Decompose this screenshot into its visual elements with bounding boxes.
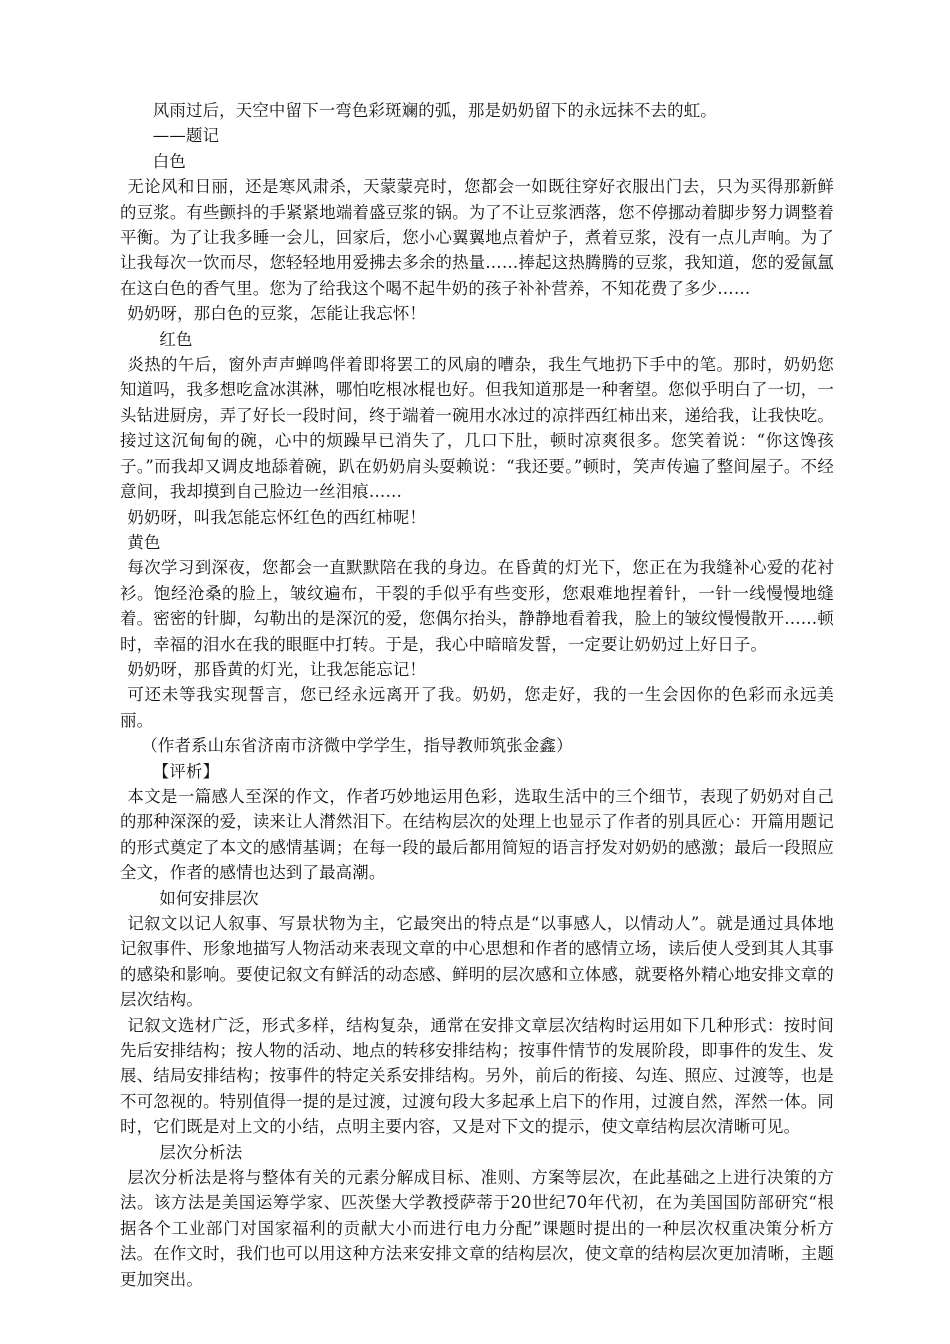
document-page — [120, 98, 834, 1292]
section-heading-comment: 【评析】 — [152, 761, 220, 781]
paragraph-red-body: 炎热的午后，窗外声声蝉鸣伴着即将罢工的风扇的嘈杂，我生气地扔下手中的笔。那时，奶奶您知道吗，我多想吃盒冰淇淋，哪怕吃根冰棍也好。但我知道那是一种奢望。您似乎明白了一切，一头钻进厨房，弄了好长一段时间，终于端着一碗用水冰过的凉拌西红柿出来，递给我，让我快吃。接过这沉甸甸的碗，心中的烦躁早已消失了，几口下肚，顿时凉爽很多。您笑着说：“你这馋孩子。”而我却又调皮地舔着碗，趴在奶奶肩头耍赖说：“我还要。”顿时，笑声传遍了整间屋子。不经意间，我却摸到自己脸边一丝泪痕…… — [120, 355, 834, 502]
paragraph-yellow-body: 每次学习到深夜，您都会一直默默陪在我的身边。在昏黄的灯光下，您正在为我缝补心爱的花衬衫。饱经沧桑的脸上，皱纹遍布，干裂的手似乎有些变形，您艰难地捏着针，一针一线慢慢地缝着。密密的针脚，勾勒出的是深沉的爱，您偶尔抬头，静静地看着我，脸上的皱纹慢慢散开……顿时，幸福的泪水在我的眼眶中打转。于是，我心中暗暗发誓，一定要让奶奶过上好日子。 — [120, 558, 834, 654]
section-heading-yellow: 黄色 — [127, 532, 161, 552]
paragraph-yellow-close: 奶奶呀，那昏黄的灯光，让我怎能忘记！ — [127, 659, 427, 679]
paragraph-arrange-1: 记叙文以记人叙事、写景状物为主，它最突出的特点是“以事感人，以情动人”。就是通过具体地记叙事件、形象地描写人物活动来表现文章的中心思想和作者的感情立场，读后使人受到其人其事的感染和影响。要使记叙文有鲜活的动态感、鲜明的层次感和立体感，就要格外精心地安排文章的层次结构。 — [120, 914, 834, 1010]
epigraph: 风雨过后，天空中留下一弯色彩斑斓的弧，那是奶奶留下的永远抹不去的虹。 — [152, 101, 717, 120]
paragraph-white-close: 奶奶呀，那白色的豆浆，怎能让我忘怀！ — [127, 304, 427, 324]
author-byline: （作者系山东省济南市济微中学学生，指导教师筑张金鑫） — [141, 736, 573, 756]
section-heading-white: 白色 — [152, 151, 186, 171]
paragraph-red-close: 奶奶呀，叫我怎能忘怀红色的西红柿呢！ — [127, 507, 427, 527]
section-heading-ahp: 层次分析法 — [159, 1142, 243, 1162]
epigraph-credit: ——题记 — [152, 126, 220, 146]
paragraph-comment-body: 本文是一篇感人至深的作文，作者巧妙地运用色彩，选取生活中的三个细节，表现了奶奶对自己的那种深深的爱，读来让人潸然泪下。在结构层次的处理上也显示了作者的别具匠心：开篇用题记的形式奠定了本文的感情基调；在每一段的最后都用简短的语言抒发对奶奶的感激；最后一段照应全文，作者的感情也达到了最高潮。 — [120, 786, 834, 883]
paragraph-white-body: 无论风和日丽，还是寒风肃杀，天蒙蒙亮时，您都会一如既往穿好衣服出门去，只为买得那新鲜的豆浆。有些颤抖的手紧紧地端着盛豆浆的锅。为了不让豆浆洒落，您不停挪动着脚步努力调整着平衡。为了让我多睡一会儿，回家后，您小心翼翼地点着炉子，煮着豆浆，没有一点儿声响。为了让我每次一饮而尽，您轻轻地用爱拂去多余的热量……捧起这热腾腾的豆浆，我知道，您的爱氤氲在这白色的香气里。您为了给我这个喝不起牛奶的孩子补补营养，不知花费了多少…… — [120, 177, 834, 298]
section-heading-red: 红色 — [159, 329, 193, 349]
paragraph-ending: 可还未等我实现誓言，您已经永远离开了我。奶奶，您走好，我的一生会因你的色彩而永远美丽。 — [120, 685, 834, 730]
section-heading-arrange: 如何安排层次 — [159, 888, 259, 908]
paragraph-ahp-body: 层次分析法是将与整体有关的元素分解成目标、准则、方案等层次，在此基础之上进行决策的方法。该方法是美国运筹学家、匹茨堡大学教授萨蒂于20世纪70年代初，在为美国国防部研究“根据各个工业部门对国家福利的贡献大小而进行电力分配”课题时提出的一种层次权重决策分析方法。在作文时，我们也可以用这种方法来安排文章的结构层次，使文章的结构层次更加清晰，主题更加突出。 — [120, 1168, 834, 1289]
paragraph-arrange-2: 记叙文选材广泛，形式多样，结构复杂，通常在安排文章层次结构时运用如下几种形式：按时间先后安排结构；按人物的活动、地点的转移安排结构；按事件情节的发展阶段，即事件的发生、发展、结局安排结构；按事件的特定关系安排结构。另外，前后的衔接、勾连、照应、过渡等，也是不可忽视的。特别值得一提的是过渡，过渡句段大多起承上启下的作用，过渡自然，浑然一体。同时，它们既是对上文的小结，点明主要内容，又是对下文的提示，使文章结构层次清晰可见。 — [120, 1015, 834, 1137]
